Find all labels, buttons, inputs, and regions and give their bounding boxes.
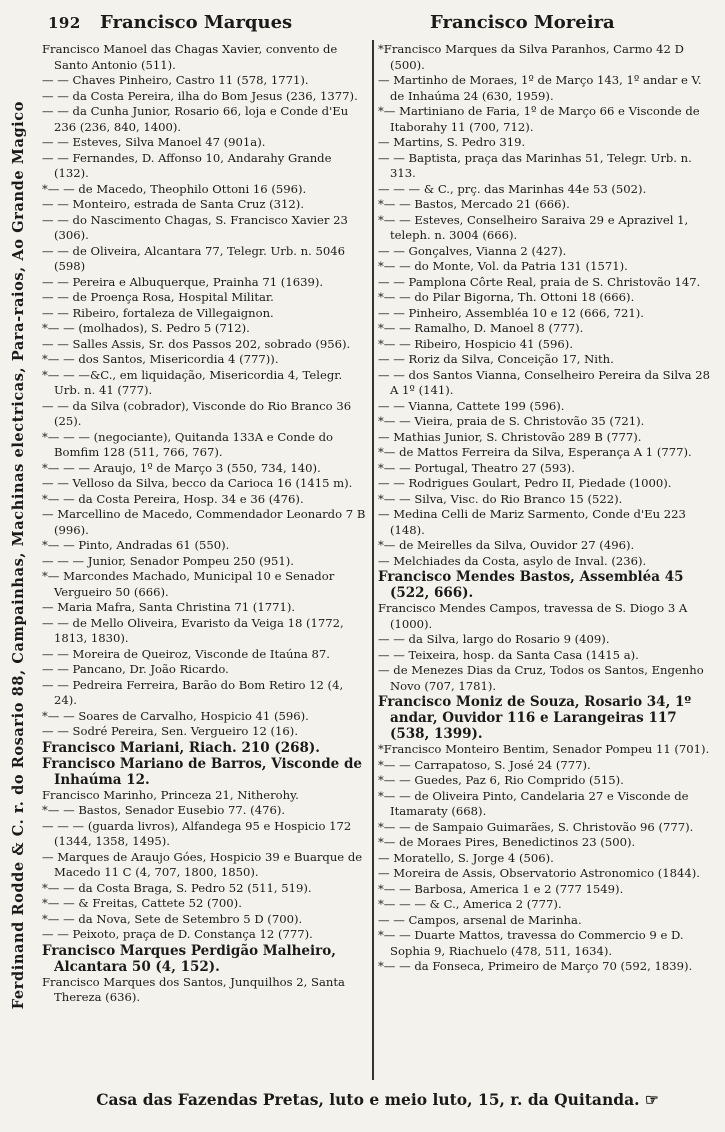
directory-entry: — — Rodrigues Goulart, Pedro II, Piedade (1000).: [378, 476, 672, 490]
footer-advertisement: Casa das Fazendas Pretas, luto e meio luto, 15, r. da Quitanda. ☞: [96, 1090, 659, 1109]
directory-entry: — — Salles Assis, Sr. dos Passos 202, sobrado (956).: [42, 336, 351, 351]
directory-entry: *Francisco Monteiro Bentim, Senador Pompeu 11 (701).: [378, 742, 710, 756]
directory-entry: — — da Silva, largo do Rosario 9 (409).: [378, 632, 610, 646]
directory-entry: — — — & C., prç. das Marinhas 44e 53 (502).: [378, 181, 647, 196]
directory-entry: — Marcellino de Macedo, Commendador Leonardo 7 B (996).: [42, 507, 366, 537]
directory-entry: — — da Costa Pereira, ilha do Bom Jesus (236, 1377).: [42, 88, 358, 103]
column-divider: [372, 40, 374, 1080]
directory-entry: — — da Silva (cobrador), Visconde do Rio Branco 36 (25).: [42, 398, 352, 428]
directory-entry: *— — de Macedo, Theophilo Ottoni 16 (596).: [42, 181, 307, 196]
directory-entry: *— — — (negociante), Quitanda 133A e Conde do Bomfim 128 (511, 766, 767).: [42, 429, 334, 459]
directory-entry: — — Vianna, Cattete 199 (596).: [378, 398, 565, 413]
directory-entry: — Maria Mafra, Santa Christina 71 (1771).: [42, 600, 296, 614]
directory-entry: — — Baptista, praça das Marinhas 51, Telegr. Urb. n. 313.: [378, 150, 692, 180]
directory-entry: — Moreira de Assis, Observatorio Astronomico (1844).: [378, 866, 700, 880]
directory-entry: *— Marcondes Machado, Municipal 10 e Senador Vergueiro 50 (666).: [42, 569, 335, 599]
directory-entry: — — Velloso da Silva, becco da Carioca 16 (1415 m).: [42, 476, 353, 490]
directory-entry: — — Chaves Pinheiro, Castro 11 (578, 1771).: [42, 73, 309, 87]
left-column: [42, 42, 366, 1082]
directory-entry: *— — Barbosa, America 1 e 2 (777 1549).: [378, 881, 624, 896]
directory-entry: *— — da Costa Pereira, Hosp. 34 e 36 (476).: [42, 491, 304, 506]
directory-entry: *— — —&C., em liquidação, Misericordia 4, Telegr. Urb. n. 41 (777).: [42, 367, 343, 397]
directory-entry: — Melchiades da Costa, asylo de Inval. (236).: [378, 553, 647, 568]
directory-entry: Francisco Marques dos Santos, Junquilhos 2, Santa Thereza (636).: [42, 974, 345, 1004]
directory-entry: — — Pinheiro, Assembléa 10 e 12 (666, 721).: [378, 305, 644, 320]
directory-entry: — de Menezes Dias da Cruz, Todos os Santos, Engenho Novo (707, 1781).: [378, 663, 704, 693]
directory-entry: — — — (guarda livros), Alfandega 95 e Hospicio 172 (1344, 1358, 1495).: [42, 818, 352, 848]
directory-entry: — — Teixeira, hosp. da Santa Casa (1415 a).: [378, 647, 639, 662]
directory-entry: — — dos Santos Vianna, Conselheiro Pereira da Silva 28 A 1º (141).: [378, 367, 710, 397]
directory-entry: — Medina Celli de Mariz Sarmento, Conde d'Eu 223 (148).: [378, 507, 686, 537]
directory-entry: — — Pedreira Ferreira, Barão do Bom Retiro 12 (4, 24).: [42, 677, 344, 707]
directory-entry: — Marques de Araujo Góes, Hospicio 39 e Buarque de Macedo 11 C (4, 707, 1800, 1850).: [42, 849, 363, 879]
directory-entry: — — de Oliveira, Alcantara 77, Telegr. Urb. n. 5046 (598): [42, 243, 345, 273]
directory-entry: *— — Guedes, Paz 6, Rio Comprido (515).: [378, 773, 624, 787]
right-entry-list: [378, 42, 716, 975]
directory-entry: Francisco Moniz de Souza, Rosario 34, 1º andar, Ouvidor 116 e Larangeiras 117 (538, 1399).: [378, 694, 692, 742]
directory-entry: *— Martiniano de Faria, 1º de Março 66 e Visconde de Itaborahy 11 (700, 712).: [378, 104, 700, 134]
directory-entry: *— de Mattos Ferreira da Silva, Esperança A 1 (777).: [378, 445, 692, 459]
directory-entry: — Mathias Junior, S. Christovão 289 B (777).: [378, 429, 642, 444]
right-column: [378, 42, 716, 1082]
directory-entry: *— — Bastos, Senador Eusebio 77. (476).: [42, 803, 286, 817]
directory-entry: — — Pamplona Côrte Real, praia de S. Christovão 147.: [378, 274, 701, 289]
left-running-head: Francisco Marques: [100, 12, 293, 33]
directory-entry: *— — Soares de Carvalho, Hospicio 41 (596).: [42, 708, 309, 723]
directory-entry: *— — Ribeiro, Hospicio 41 (596).: [378, 336, 574, 351]
directory-entry: *— — — Araujo, 1º de Março 3 (550, 734, 140).: [42, 460, 321, 475]
directory-entry: — — Gonçalves, Vianna 2 (427).: [378, 243, 567, 258]
directory-entry: — — Fernandes, D. Affonso 10, Andarahy Grande (132).: [42, 150, 332, 180]
directory-entry: *— — de Sampaio Guimarães, S. Christovão 96 (777).: [378, 819, 694, 834]
directory-entry: *— — (molhados), S. Pedro 5 (712).: [42, 321, 250, 335]
directory-entry: *— — Vieira, praia de S. Christovão 35 (721).: [378, 414, 645, 428]
directory-entry: *— — Esteves, Conselheiro Saraiva 29 e Aprazivel 1, teleph. n. 3004 (666).: [378, 212, 689, 242]
directory-entry: *— — Carrapatoso, S. José 24 (777).: [378, 757, 591, 772]
directory-entry: Francisco Marques Perdigão Malheiro, Alcantara 50 (4, 152).: [42, 942, 336, 975]
directory-entry: Francisco Mariano de Barros, Visconde de Inhaúma 12.: [42, 755, 362, 788]
left-entry-list: [42, 42, 366, 1006]
directory-entry: *— — Pinto, Andradas 61 (550).: [42, 538, 230, 552]
directory-entry: *— — do Pilar Bigorna, Th. Ottoni 18 (666).: [378, 290, 635, 304]
directory-entry: — — Esteves, Silva Manoel 47 (901a).: [42, 135, 266, 149]
directory-entry: Francisco Manoel das Chagas Xavier, convento de Santo Antonio (511).: [42, 42, 338, 72]
directory-entry: — — Peixoto, praça de D. Constança 12 (777).: [42, 927, 313, 941]
directory-entry: *— de Meirelles da Silva, Ouvidor 27 (496).: [378, 538, 635, 552]
directory-entry: *— — da Costa Braga, S. Pedro 52 (511, 519).: [42, 880, 312, 895]
directory-entry: *— — & Freitas, Cattete 52 (700).: [42, 896, 242, 910]
directory-entry: — — Pancano, Dr. João Ricardo.: [42, 662, 229, 676]
directory-entry: *— — Ramalho, D. Manoel 8 (777).: [378, 321, 584, 335]
directory-entry: — — Pereira e Albuquerque, Prainha 71 (1639).: [42, 274, 324, 289]
directory-entry: — — Roriz da Silva, Conceição 17, Nith.: [378, 352, 614, 366]
directory-entry: Francisco Marinho, Princeza 21, Nitherohy.: [42, 787, 299, 802]
directory-entry: — — Campos, arsenal de Marinha.: [378, 912, 582, 927]
side-advertisement-text: Ferdinand Rodde & C. r. do Rosario 88, Campainhas, Machinas electricas, Para-raios, Ao Grande Magico: [9, 100, 27, 1010]
directory-entry: Francisco Mariani, Riach. 210 (268).: [42, 739, 320, 756]
directory-entry: *— — Bastos, Mercado 21 (666).: [378, 197, 570, 211]
page-number: 192: [48, 14, 81, 32]
directory-entry: — — de Mello Oliveira, Evaristo da Veiga 18 (1772, 1813, 1830).: [42, 615, 344, 645]
directory-entry: *— — dos Santos, Misericordia 4 (777)).: [42, 352, 279, 366]
directory-entry: — Moratello, S. Jorge 4 (506).: [378, 850, 554, 865]
directory-entry: — Martins, S. Pedro 319.: [378, 135, 526, 149]
directory-entry: — — Monteiro, estrada de Santa Cruz (312).: [42, 197, 305, 211]
directory-entry: *— — da Nova, Sete de Setembro 5 D (700).: [42, 911, 303, 926]
directory-entry: — — Sodré Pereira, Sen. Vergueiro 12 (16).: [42, 724, 299, 738]
directory-entry: — — do Nascimento Chagas, S. Francisco Xavier 23 (306).: [42, 212, 348, 242]
directory-entry: — — da Cunha Junior, Rosario 66, loja e Conde d'Eu 236 (236, 840, 1400).: [42, 104, 349, 134]
directory-entry: *Francisco Marques da Silva Paranhos, Carmo 42 D (500).: [378, 42, 684, 72]
directory-entry: — Martinho de Moraes, 1º de Março 143, 1º andar e V. de Inhaúma 24 (630, 1959).: [378, 73, 702, 103]
side-advertisement: [6, 40, 30, 1070]
directory-entry: *— — Duarte Mattos, travessa do Commercio 9 e D. Sophia 9, Riachuelo (478, 511, 1634).: [378, 928, 684, 958]
directory-entry: — — de Proença Rosa, Hospital Militar.: [42, 290, 274, 304]
right-running-head: Francisco Moreira: [430, 12, 615, 33]
directory-entry: Francisco Mendes Campos, travessa de S. Diogo 3 A (1000).: [378, 601, 688, 631]
directory-entry: *— — — & C., America 2 (777).: [378, 897, 562, 911]
directory-entry: — — Moreira de Queiroz, Visconde de Itaúna 87.: [42, 646, 330, 661]
directory-entry: *— — Silva, Visc. do Rio Branco 15 (522).: [378, 491, 623, 506]
directory-entry: Francisco Mendes Bastos, Assembléa 45 (522, 666).: [378, 569, 684, 601]
directory-entry: *— — da Fonseca, Primeiro de Março 70 (592, 1839).: [378, 959, 693, 973]
directory-entry: — — — Junior, Senador Pompeu 250 (951).: [42, 553, 294, 568]
directory-entry: — — Ribeiro, fortaleza de Villegaignon.: [42, 305, 274, 320]
directory-entry: *— — do Monte, Vol. da Patria 131 (1571).: [378, 259, 628, 273]
directory-entry: *— — de Oliveira Pinto, Candelaria 27 e Visconde de Itamaraty (668).: [378, 788, 689, 818]
directory-entry: *— de Moraes Pires, Benedictinos 23 (500).: [378, 835, 636, 849]
directory-entry: *— — Portugal, Theatro 27 (593).: [378, 460, 575, 475]
